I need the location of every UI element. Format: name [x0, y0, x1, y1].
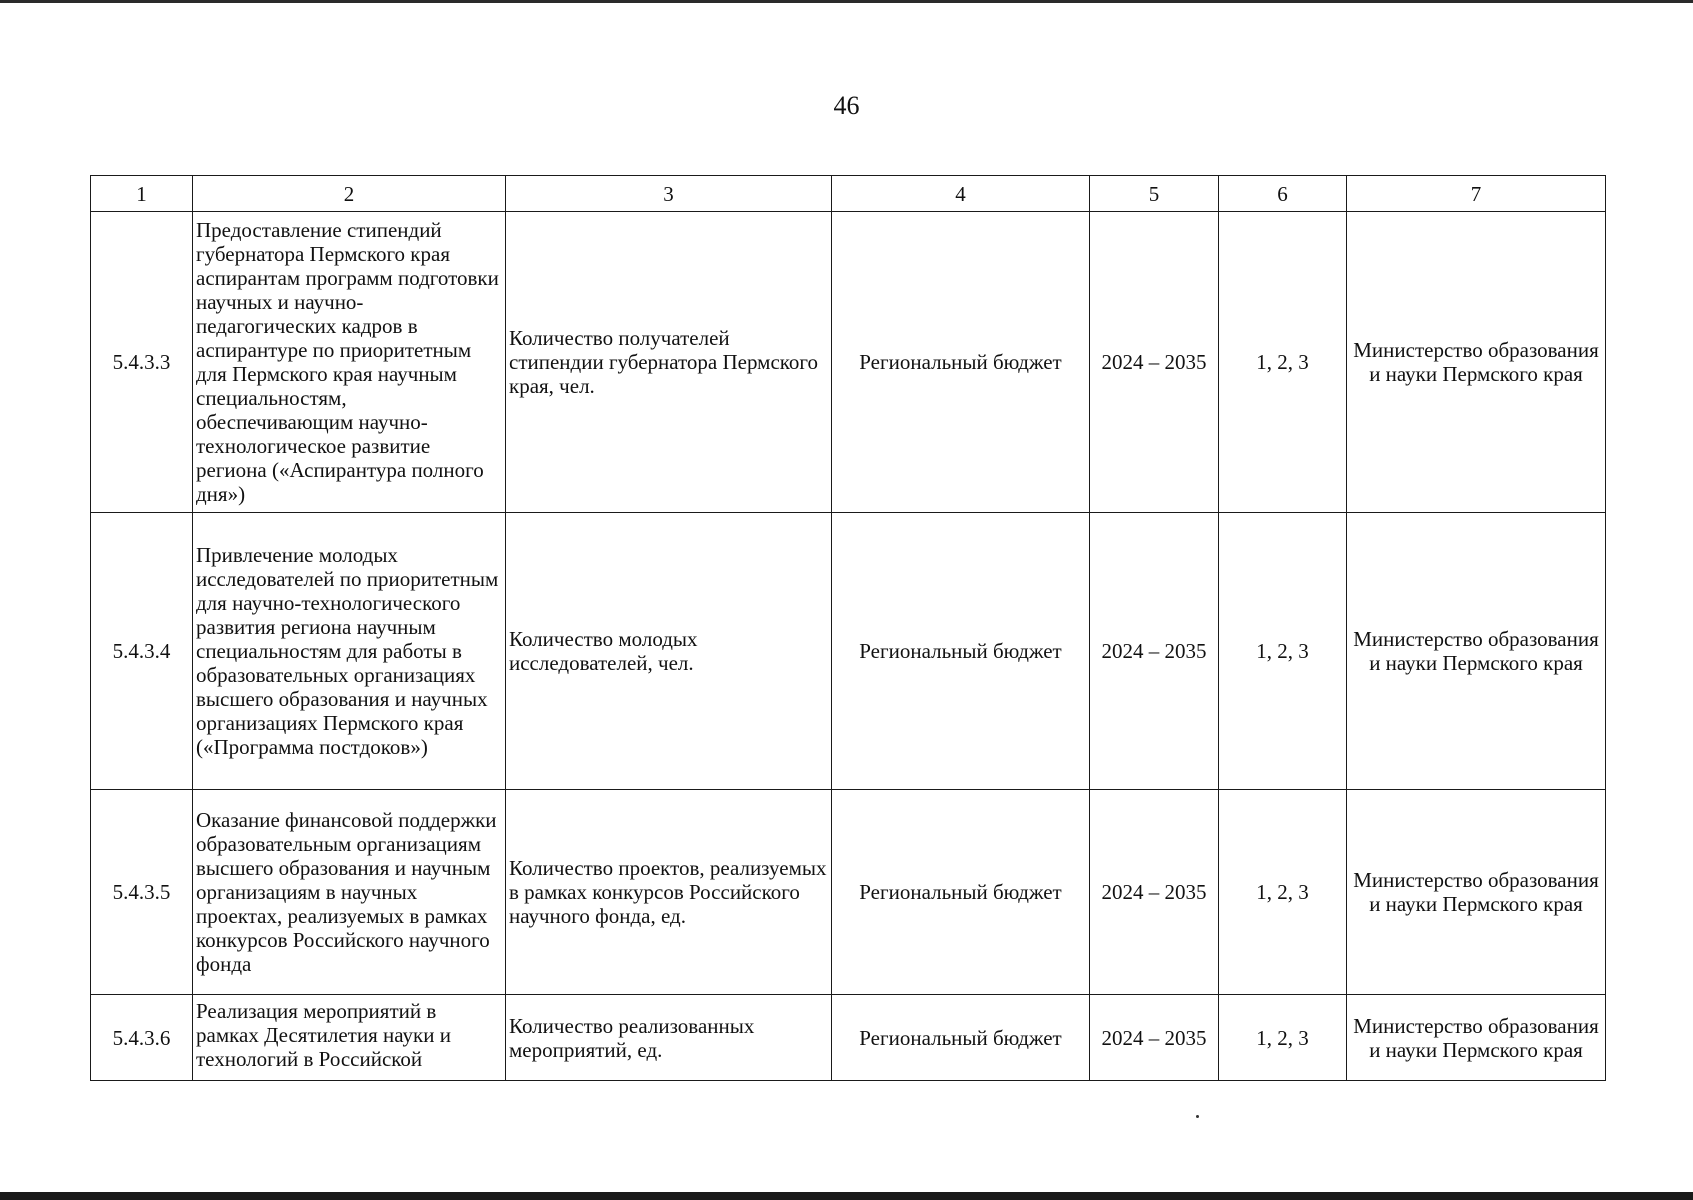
row-activity: Оказание финансовой поддержки образовательным организациям высшего образования и научным организациям в научных проектах, реализуемых в рамках конкурсов Российского научного фонда [193, 790, 506, 995]
header-cell: 5 [1090, 176, 1219, 212]
page-number: 46 [833, 91, 860, 120]
table-row [91, 995, 1606, 1081]
scan-bottom-edge [0, 1192, 1693, 1200]
row-indicator: Количество получателей стипендии губернатора Пермского края, чел. [506, 212, 832, 513]
row-responsible: Министерство образования и науки Пермского края [1347, 513, 1606, 790]
row-responsible: Министерство образования и науки Пермского края [1347, 212, 1606, 513]
row-code: 5.4.3.3 [91, 212, 193, 513]
row-indicator: Количество реализованных мероприятий, ед. [506, 995, 832, 1081]
header-cell: 3 [506, 176, 832, 212]
row-indicator: Количество проектов, реализуемых в рамках конкурсов Российского научного фонда, ед. [506, 790, 832, 995]
scan-top-edge [0, 0, 1693, 3]
row-stages: 1, 2, 3 [1219, 513, 1347, 790]
row-source: Региональный бюджет [832, 513, 1090, 790]
header-cell: 2 [193, 176, 506, 212]
row-stages: 1, 2, 3 [1219, 995, 1347, 1081]
row-code: 5.4.3.5 [91, 790, 193, 995]
row-stages: 1, 2, 3 [1219, 212, 1347, 513]
table-header-row [91, 176, 1606, 212]
measures-table [90, 175, 1606, 1081]
row-activity: Реализация мероприятий в рамках Десятилетия науки и технологий в Российской [193, 995, 506, 1081]
row-indicator: Количество молодых исследователей, чел. [506, 513, 832, 790]
row-source: Региональный бюджет [832, 790, 1090, 995]
header-cell: 6 [1219, 176, 1347, 212]
row-period: 2024 – 2035 [1090, 790, 1219, 995]
header-cell: 4 [832, 176, 1090, 212]
row-responsible: Министерство образования и науки Пермского края [1347, 995, 1606, 1081]
scan-speck [1196, 1115, 1199, 1118]
table-row [91, 212, 1606, 513]
row-responsible: Министерство образования и науки Пермского края [1347, 790, 1606, 995]
row-period: 2024 – 2035 [1090, 995, 1219, 1081]
row-activity: Предоставление стипендий губернатора Пермского края аспирантам программ подготовки научных и научно-педагогических кадров в аспирантуре по приоритетным для Пермского края научным специальностям, обеспечивающим научно-технологическое развитие региона («Аспирантура полного дня») [193, 212, 506, 513]
header-cell: 7 [1347, 176, 1606, 212]
row-source: Региональный бюджет [832, 995, 1090, 1081]
table-row [91, 790, 1606, 995]
row-code: 5.4.3.4 [91, 513, 193, 790]
header-cell: 1 [91, 176, 193, 212]
row-code: 5.4.3.6 [91, 995, 193, 1081]
row-activity: Привлечение молодых исследователей по приоритетным для научно-технологического развития региона научным специальностям для работы в образовательных организациях высшего образования и научных организациях Пермского края («Программа постдоков») [193, 513, 506, 790]
row-period: 2024 – 2035 [1090, 212, 1219, 513]
row-source: Региональный бюджет [832, 212, 1090, 513]
row-period: 2024 – 2035 [1090, 513, 1219, 790]
row-stages: 1, 2, 3 [1219, 790, 1347, 995]
table-row [91, 513, 1606, 790]
